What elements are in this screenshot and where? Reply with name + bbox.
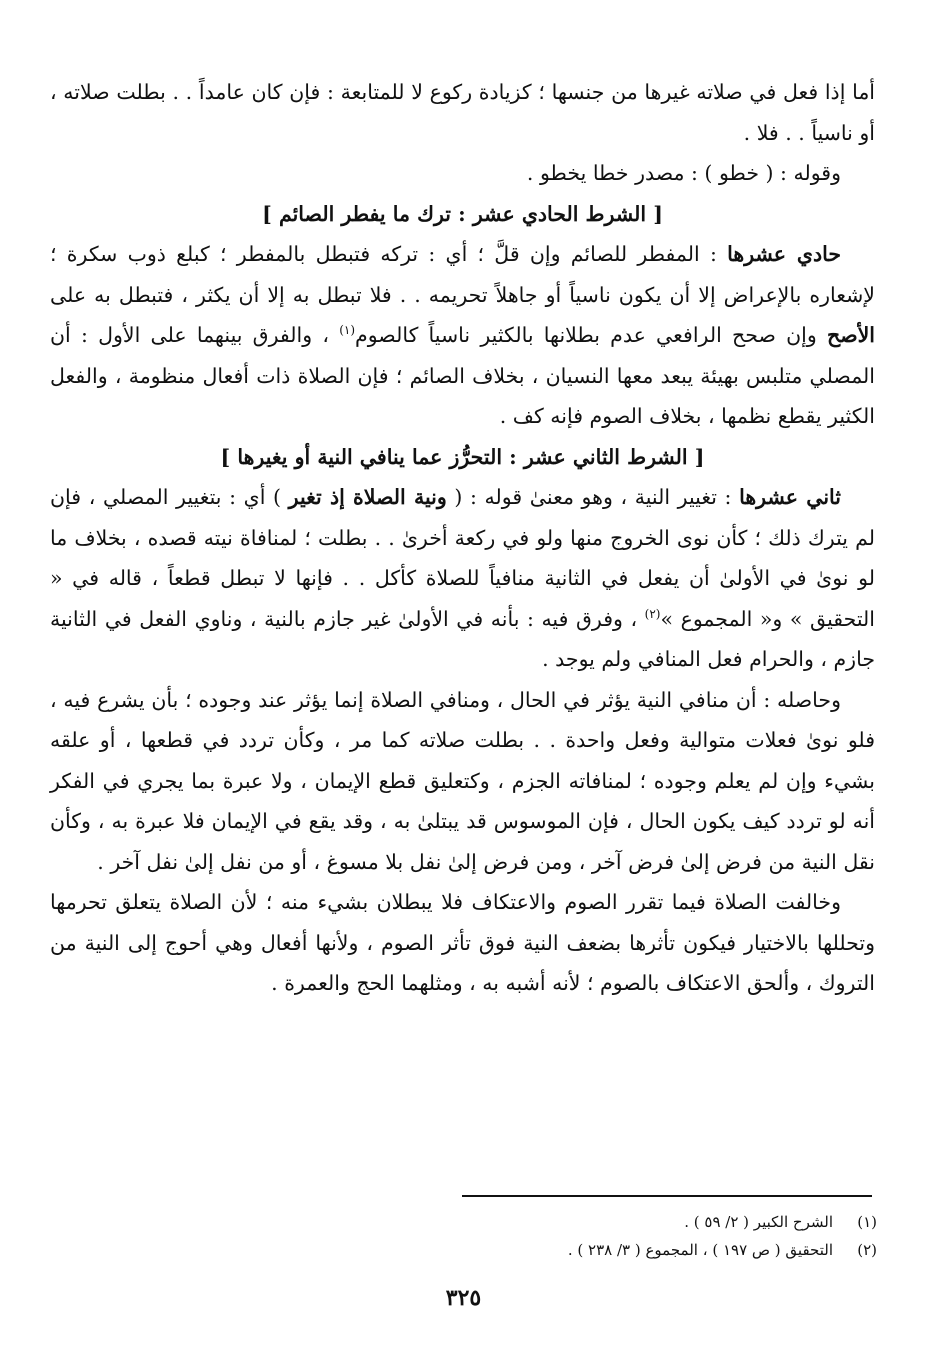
footnote-number: (١): [857, 1213, 877, 1231]
paragraph-2: وقوله : ( خطو ) : مصدر خطا يخطو .: [526, 161, 841, 185]
footnote-divider: [462, 1195, 872, 1197]
paragraph-3-bold: الأصح: [826, 323, 875, 347]
paragraph-4-text-b: ) أي : بتغيير المصلي ، فإن لم يترك ذلك ؛ كأن نوى الخروج منها ولو في ركعة أخرىٰ . . بطلت ؛ لمنافاة نيته قصده ، بخلاف ما لو نوىٰ في الأولىٰ أن يفعل في الثانية منافياً للصلاة كأكل . . فإنها لا تبطل قطعاً ، قاله في « التحقيق » و« المجموع »: [50, 485, 875, 631]
paragraph-6: وخالفت الصلاة فيما تقرر الصوم والاعتكاف فلا يبطلان بشيء منه ؛ لأن الصلاة يتعلق تحرمها وتحللها بالاختيار فيكون تأثرها بضعف النية فوق تأثر الصوم ، ولأنها أفعال وهي أحوج إلى النية من التروك ، وألحق الاعتكاف بالصوم ؛ لأنه أشبه به ، ومثلهما الحج والعمرة .: [50, 890, 875, 995]
footnote-1: [50, 1208, 877, 1236]
paragraph-3-text-a: : المفطر للصائم وإن قلَّ ؛ أي : تركه فتبطل بالمفطر ؛ كبلع ذوب سكرة ؛ لإشعاره بالإعراض إلا أن يكون ناسياً أو جاهلاً تحريمه . . فلا تبطل به إلا أن يكثر ، فتبطل به على: [50, 242, 875, 307]
section-heading-12: [ الشرط الثاني عشر : التحرُّز عما ينافي النية أو يغيرها ]: [220, 444, 705, 469]
footnote-number: (٢): [857, 1241, 877, 1259]
paragraph-5: وحاصله : أن منافي النية يؤثر في الحال ، ومنافي الصلاة إنما يؤثر عند وجوده ؛ بأن يشرع فيه ، فلو نوىٰ فعلات متوالية وفعل واحدة . . بطلت صلاته كما مر ، وكأن تردد في قطعها ، أو علقه بشيء وإن لم يعلم وجوده ؛ لمنافاته الجزم ، وكتعليق قطع الإيمان ، ولا عبرة بما يجري في الفكر أنه لو تردد كيف يكون الحال ، فإن الموسوس قد يبتلىٰ به ، وقد يقع في الإيمان فلا عبرة به ، وكأن نقل النية من فرض إلىٰ فرض آخر ، ومن فرض إلىٰ نفل بلا مسوغ ، أو من نفل إلىٰ نفل آخر .: [50, 687, 875, 874]
footnote-text: الشرح الكبير ( ٢/ ٥٩ ) .: [684, 1213, 833, 1231]
paragraph-3: [50, 234, 875, 437]
paragraph-3-lead: حادي عشرها: [727, 242, 841, 266]
page-number: ٣٢٥: [445, 1285, 482, 1311]
paragraph-4-bold: ونية الصلاة إذ تغير: [288, 485, 447, 509]
paragraph-1: أما إذا فعل في صلاته غيرها من جنسها ؛ كزيادة ركوع لا للمتابعة : فإن كان عامداً . . بطلت صلاته ، أو ناسياً . . فلا .: [50, 80, 875, 145]
footnote-text: التحقيق ( ص ١٩٧ ) ، المجموع ( ٣/ ٢٣٨ ) .: [567, 1241, 833, 1259]
section-heading-11: [ الشرط الحادي عشر : ترك ما يفطر الصائم ]: [262, 201, 663, 226]
footnote-ref-1: (١): [339, 323, 356, 338]
paragraph-4: [50, 477, 875, 680]
paragraph-3-text-b: وإن صحح الرافعي عدم بطلانها بالكثير ناسياً كالصوم: [355, 323, 827, 347]
paragraph-4-text-c: ، وفرق فيه : بأنه في الأولىٰ غير جازم بالنية ، وناوي الفعل في الثانية جازم ، والحرام فعل المنافي ولم يوجد .: [50, 606, 875, 671]
main-text: [50, 72, 875, 1004]
paragraph-4-lead: ثاني عشرها: [739, 485, 841, 509]
footnote-2: [50, 1236, 877, 1264]
paragraph-4-text-a: : تغيير النية ، وهو معنىٰ قوله : (: [446, 485, 740, 509]
footnote-ref-2: (٢): [644, 606, 661, 621]
footnotes: [50, 1208, 877, 1264]
paragraph-3-text-c: ، والفرق بينهما على الأول : أن المصلي متلبس بهيئة يبعد معها النسيان ، بخلاف الصائم ؛ فإن الصلاة ذات أفعال منظومة ، والفعل الكثير يقطع نظمها ، بخلاف الصوم فإنه كف .: [50, 323, 875, 428]
